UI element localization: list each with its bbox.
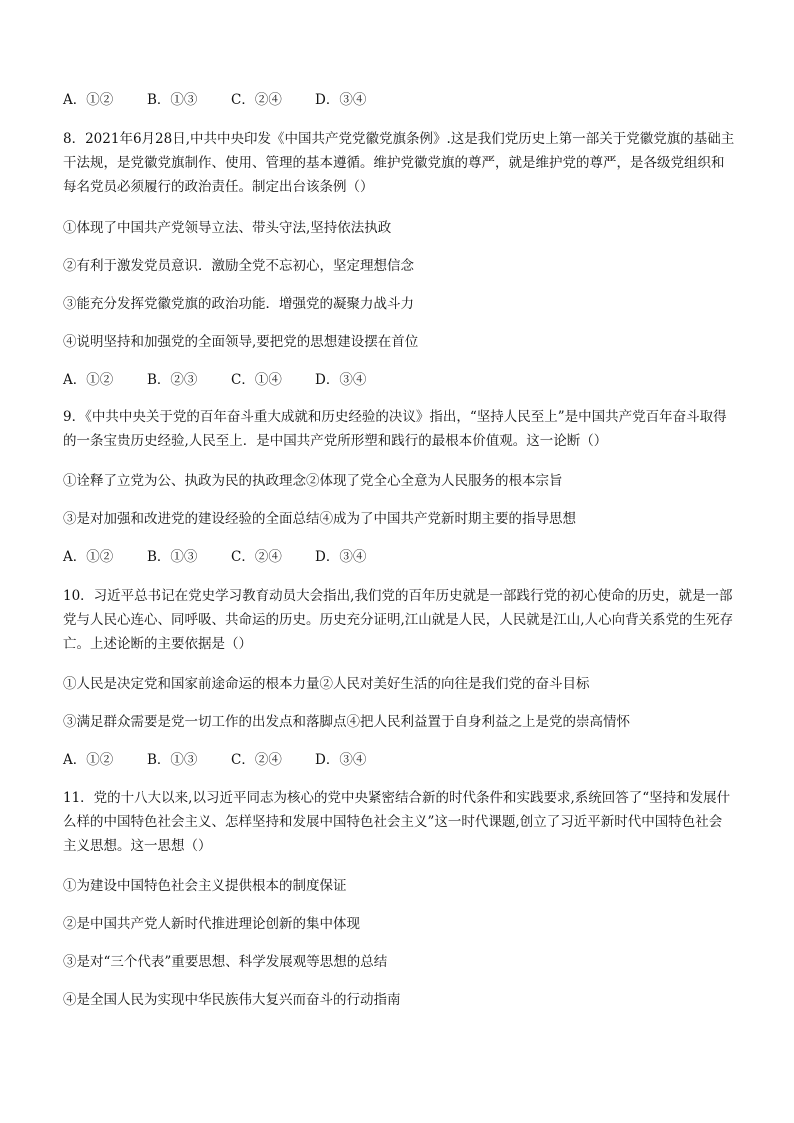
q8-option-b[interactable]: B．②③ <box>147 372 198 388</box>
q8-item-4: ④说明坚持和加强党的全面领导,要把党的思想建设摆在首位 <box>63 334 419 350</box>
q9-option-a[interactable]: A．①② <box>63 549 114 565</box>
q10-option-c[interactable]: C．②④ <box>231 752 282 768</box>
q9-option-b[interactable]: B．①③ <box>147 549 198 565</box>
q8-option-a[interactable]: A．①② <box>63 372 114 388</box>
q9-item-1: ①诠释了立党为公、执政为民的执政理念②体现了党全心全意为人民服务的根本宗旨 <box>63 473 563 489</box>
q11-item-1: ①为建设中国特色社会主义提供根本的制度保证 <box>63 878 347 894</box>
q11-stem: 11．党的十八大以来,以习近平同志为核心的党中央紧密结合新的时代条件和实践要求,系统回答了“坚持和发展什么样的中国特色社会主义、怎样坚持和发展中国特色社会主义”这一时代课题,创立了习近平新时代中国特色社会主义思想。这一思想（） <box>63 790 731 854</box>
q9-options <box>63 547 399 567</box>
q10-option-b[interactable]: B．①③ <box>147 752 198 768</box>
q8-options <box>63 370 399 390</box>
q8-option-c[interactable]: C．①④ <box>231 372 282 388</box>
q11-item-4: ④是全国人民为实现中华民族伟大复兴而奋斗的行动指南 <box>63 992 401 1008</box>
q10-item-1: ①人民是决定党和国家前途命运的根本力量②人民对美好生活的向往是我们党的奋斗目标 <box>63 676 590 692</box>
q7-options <box>63 90 399 110</box>
q10-stem: 10．习近平总书记在党史学习教育动员大会指出,我们党的百年历史就是一部践行党的初心使命的历史，就是一部党与人民心连心、同呼吸、共命运的历史。历史充分证明,江山就是人民，人民就是江山,人心向背关系党的生死存亡。上述论断的主要依据是（） <box>63 588 734 652</box>
q11-item-2: ②是中国共产党人新时代推进理论创新的集中体现 <box>63 916 360 932</box>
q10-item-2: ③满足群众需要是党一切工作的出发点和落脚点④把人民利益置于自身利益之上是党的崇高情怀 <box>63 714 630 730</box>
q10-option-a[interactable]: A．①② <box>63 752 114 768</box>
q9-stem: 9．《中共中央关于党的百年奋斗重大成就和历史经验的决议》指出，“坚持人民至上”是中国共产党百年奋斗取得的一条宝贵历史经验,人民至上．是中国共产党所形塑和践行的最根本价值观。这一论断（） <box>63 409 727 449</box>
q9-item-2: ③是对加强和改进党的建设经验的全面总结④成为了中国共产党新时期主要的指导思想 <box>63 511 576 527</box>
q8-option-d[interactable]: D．③④ <box>315 372 367 388</box>
q9-option-c[interactable]: C．②④ <box>231 549 282 565</box>
q7-option-a[interactable]: A．①② <box>63 92 114 108</box>
q7-option-c[interactable]: C．②④ <box>231 92 282 108</box>
q7-option-b[interactable]: B．①③ <box>147 92 198 108</box>
q7-option-d[interactable]: D．③④ <box>315 92 367 108</box>
q9-option-d[interactable]: D．③④ <box>315 549 367 565</box>
q8-item-1: ①体现了中国共产党领导立法、带头守法,坚持依法执政 <box>63 220 392 236</box>
q8-item-3: ③能充分发挥党徽党旗的政治功能．增强党的凝聚力战斗力 <box>63 296 414 312</box>
q10-option-d[interactable]: D．③④ <box>315 752 367 768</box>
q8-stem: 8．2021年6月28日,中共中央印发《中国共产党党徽党旗条例》.这是我们党历史上第一部关于党徽党旗的基础主干法规，是党徽党旗制作、使用、管理的基本遵循。维护党徽党旗的尊严，就是维护党的尊严，是各级党组织和每名党员必须履行的政治责任。制定出台该条例（） <box>63 131 735 195</box>
q8-item-2: ②有利于激发党员意识．激励全党不忘初心，坚定理想信念 <box>63 258 414 274</box>
q10-options <box>63 750 399 770</box>
q11-item-3: ③是对“三个代表”重要思想、科学发展观等思想的总结 <box>63 954 388 970</box>
